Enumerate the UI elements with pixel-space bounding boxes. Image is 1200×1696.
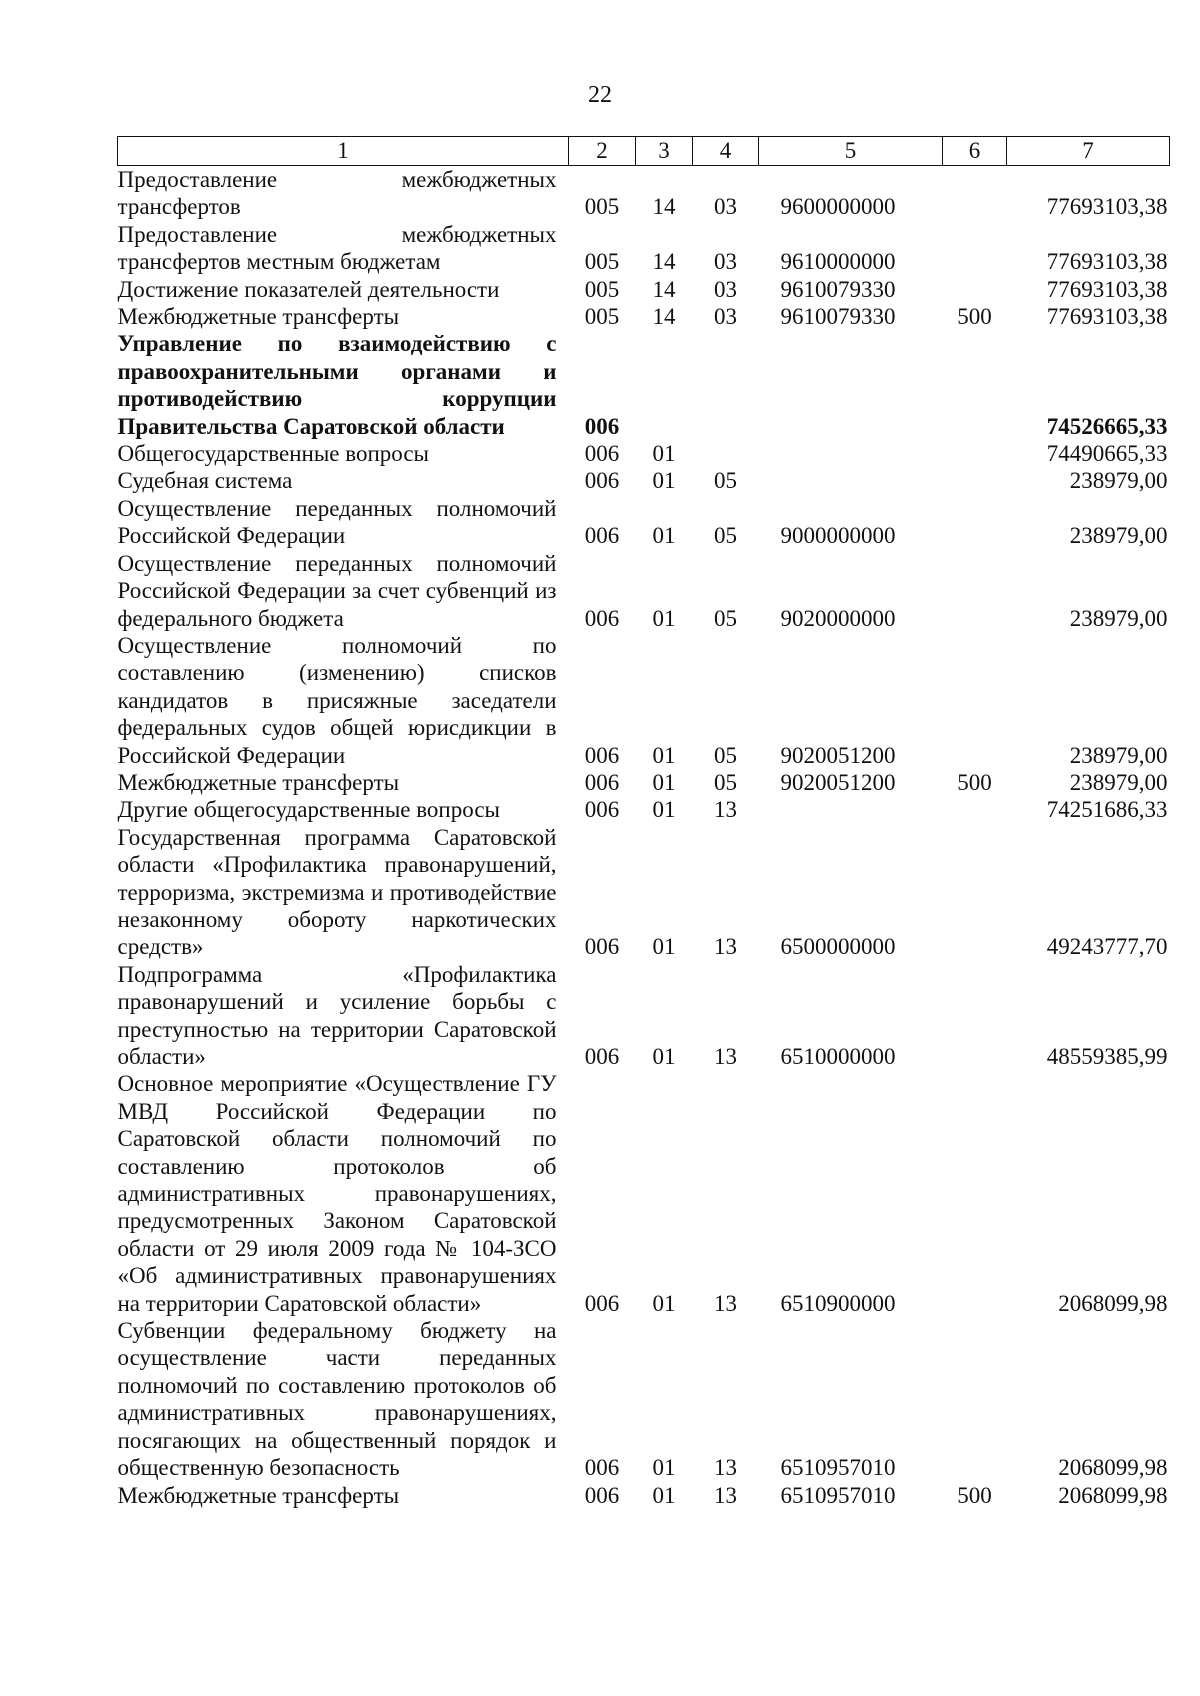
target-item-code: 6510957010 — [780, 1482, 896, 1508]
column-header: 4 — [693, 137, 759, 166]
item-name: Осуществление переданных полномочий Российской Федерации за счет субвенций из федерального бюджета — [117, 550, 557, 631]
subsection-code: 13 — [714, 1044, 737, 1069]
item-name: Межбюджетные трансферты — [117, 1482, 400, 1508]
department-code: 006 — [584, 523, 620, 549]
amount: 2068099,98 — [1058, 1455, 1168, 1481]
section-code: 14 — [652, 249, 676, 275]
expense-type-code — [943, 550, 1007, 632]
table-row — [118, 303, 1170, 330]
section-code: 14 — [652, 304, 676, 330]
expense-type-code — [943, 467, 1007, 494]
subsection-code: 13 — [714, 1455, 737, 1481]
department-code: 006 — [584, 605, 620, 631]
amount: 74490665,33 — [1046, 441, 1168, 467]
table-body — [118, 166, 1170, 1509]
subsection-code: 03 — [714, 304, 737, 330]
table-row — [118, 550, 1170, 632]
section-code: 14 — [652, 194, 676, 220]
subsection-code: 13 — [714, 1482, 737, 1508]
column-header: 7 — [1007, 137, 1170, 166]
target-item-code — [759, 330, 943, 440]
amount: 238979,00 — [1069, 742, 1168, 768]
subsection-code: 05 — [714, 769, 737, 795]
target-item-code: 9610000000 — [780, 249, 896, 275]
target-item-code: 9610079330 — [780, 304, 896, 330]
subsection-code: 13 — [714, 934, 737, 960]
table-row — [118, 440, 1170, 467]
table-header — [118, 137, 1170, 166]
expense-type-code: 500 — [957, 1482, 992, 1508]
item-name: Осуществление полномочий по составлению (изменению) списков кандидатов в присяжные заседатели федеральных судов общей юрисдикции в Российской Федерации — [117, 632, 557, 768]
target-item-code — [759, 440, 943, 467]
subsection-code: 05 — [714, 468, 737, 494]
section-code: 01 — [652, 769, 676, 795]
expense-type-code — [943, 1317, 1007, 1481]
amount: 77693103,38 — [1046, 194, 1168, 220]
amount: 238979,00 — [1069, 468, 1168, 494]
amount: 74526665,33 — [1046, 413, 1168, 439]
item-name: Подпрограмма «Профилактика правонарушений и усиление борьбы с преступностью на территории Саратовской области» — [117, 961, 557, 1069]
expense-type-code — [943, 632, 1007, 769]
department-code: 006 — [584, 413, 620, 439]
item-name: Государственная программа Саратовской области «Профилактика правонарушений, терроризма, экстремизма и противодействие незаконному обороту наркотических средств» — [117, 824, 557, 960]
item-name: Осуществление переданных полномочий Российской Федерации — [117, 495, 557, 549]
subsection-code: 05 — [714, 742, 737, 768]
section-code: 01 — [652, 468, 676, 494]
department-code: 006 — [584, 797, 620, 823]
target-item-code: 9020051200 — [780, 742, 896, 768]
table-row — [118, 1070, 1170, 1317]
section-code: 01 — [652, 1455, 676, 1481]
table-row — [118, 467, 1170, 494]
table-row — [118, 166, 1170, 221]
section-code — [636, 330, 693, 440]
department-code: 006 — [584, 934, 620, 960]
item-name: Субвенции федеральному бюджету на осуществление части переданных полномочий по составлению протоколов об административных правонарушениях, посягающих на общественный порядок и общественную безопасность — [117, 1318, 557, 1481]
table-row — [118, 961, 1170, 1071]
section-code: 01 — [652, 441, 676, 467]
department-code: 006 — [584, 742, 620, 768]
budget-table — [117, 136, 1170, 1509]
subsection-code: 05 — [714, 605, 737, 631]
section-code: 01 — [652, 1044, 676, 1069]
item-name: Достижение показателей деятельности — [117, 276, 500, 302]
department-code: 006 — [584, 441, 620, 467]
subsection-code: 05 — [714, 523, 737, 549]
amount: 238979,00 — [1069, 523, 1168, 549]
amount: 48559385,99 — [1046, 1044, 1168, 1069]
subsection-code: 13 — [714, 1290, 737, 1316]
table-row — [118, 221, 1170, 276]
target-item-code: 6500000000 — [780, 934, 896, 960]
department-code: 006 — [584, 468, 620, 494]
subsection-code: 03 — [714, 249, 737, 275]
column-number-row — [118, 137, 1170, 166]
subsection-code: 03 — [714, 276, 737, 302]
column-header: 2 — [569, 137, 636, 166]
target-item-code: 6510000000 — [780, 1044, 896, 1069]
target-item-code: 9020000000 — [780, 605, 896, 631]
department-code: 005 — [584, 249, 620, 275]
item-name: Судебная система — [117, 468, 293, 494]
subsection-code: 13 — [714, 797, 737, 823]
target-item-code — [759, 467, 943, 494]
expense-type-code — [943, 1070, 1007, 1317]
subsection-code — [693, 440, 759, 467]
item-name: Основное мероприятие «Осуществление ГУ МВД Российской Федерации по Саратовской области полномочий по составлению протоколов об административных правонарушениях, предусмотренных Законом Саратовской области от 29 июля 2009 года № 104-ЗСО «Об административных правонарушениях на территории Саратовской области» — [117, 1071, 557, 1316]
expense-type-code — [943, 796, 1007, 823]
amount: 2068099,98 — [1058, 1482, 1168, 1508]
section-code: 01 — [652, 523, 676, 549]
target-item-code — [759, 796, 943, 823]
department-code: 006 — [584, 1482, 620, 1508]
subsection-code: 03 — [714, 194, 737, 220]
amount: 77693103,38 — [1046, 304, 1168, 330]
department-code: 005 — [584, 194, 620, 220]
table-row — [118, 1482, 1170, 1509]
section-code: 01 — [652, 742, 676, 768]
amount: 2068099,98 — [1058, 1290, 1168, 1316]
expense-type-code — [943, 495, 1007, 550]
subsection-code — [693, 330, 759, 440]
table-row — [118, 330, 1170, 440]
target-item-code: 9610079330 — [780, 276, 896, 302]
table-row — [118, 1317, 1170, 1481]
table-row — [118, 769, 1170, 796]
section-code: 01 — [652, 605, 676, 631]
expense-type-code — [943, 276, 1007, 303]
column-header: 6 — [943, 137, 1007, 166]
expense-type-code — [943, 440, 1007, 467]
amount: 238979,00 — [1069, 605, 1168, 631]
amount: 77693103,38 — [1046, 276, 1168, 302]
column-header: 5 — [759, 137, 943, 166]
department-code: 006 — [584, 1290, 620, 1316]
target-item-code: 6510900000 — [780, 1290, 896, 1316]
expense-type-code: 500 — [957, 304, 992, 330]
table-row — [118, 796, 1170, 823]
section-code: 01 — [652, 1290, 676, 1316]
expense-type-code — [943, 961, 1007, 1071]
column-header: 1 — [118, 137, 569, 166]
expense-type-code — [943, 166, 1007, 221]
target-item-code: 6510957010 — [780, 1455, 896, 1481]
section-code: 14 — [652, 276, 676, 302]
item-name: Межбюджетные трансферты — [117, 304, 400, 330]
expense-type-code — [943, 330, 1007, 440]
table-row — [118, 824, 1170, 961]
amount: 238979,00 — [1069, 769, 1168, 795]
section-code: 01 — [652, 797, 676, 823]
target-item-code: 9020051200 — [780, 769, 896, 795]
target-item-code: 9600000000 — [780, 194, 896, 220]
department-code: 006 — [584, 769, 620, 795]
table-row — [118, 495, 1170, 550]
table-row — [118, 632, 1170, 769]
amount: 49243777,70 — [1046, 934, 1168, 960]
department-code: 006 — [584, 1044, 620, 1069]
amount: 74251686,33 — [1046, 797, 1168, 823]
item-name: Общегосударственные вопросы — [117, 441, 429, 467]
column-header: 3 — [636, 137, 693, 166]
amount: 77693103,38 — [1046, 249, 1168, 275]
expense-type-code — [943, 221, 1007, 276]
item-name: Предоставление межбюджетных трансфертов — [117, 167, 557, 220]
section-code: 01 — [652, 934, 676, 960]
target-item-code: 9000000000 — [780, 523, 896, 549]
department-code: 006 — [584, 1455, 620, 1481]
item-name: Предоставление межбюджетных трансфертов местным бюджетам — [117, 221, 557, 275]
item-name: Межбюджетные трансферты — [117, 769, 400, 795]
department-code: 005 — [584, 304, 620, 330]
page-number: 22 — [588, 82, 612, 108]
item-name: Другие общегосударственные вопросы — [117, 797, 500, 823]
expense-type-code — [943, 824, 1007, 961]
table-row — [118, 276, 1170, 303]
department-code: 005 — [584, 276, 620, 302]
section-code: 01 — [652, 1482, 676, 1508]
expense-type-code: 500 — [957, 769, 992, 795]
item-name: Управление по взаимодействию с правоохранительными органами и противодействию коррупции Правительства Саратовской области — [117, 331, 557, 439]
